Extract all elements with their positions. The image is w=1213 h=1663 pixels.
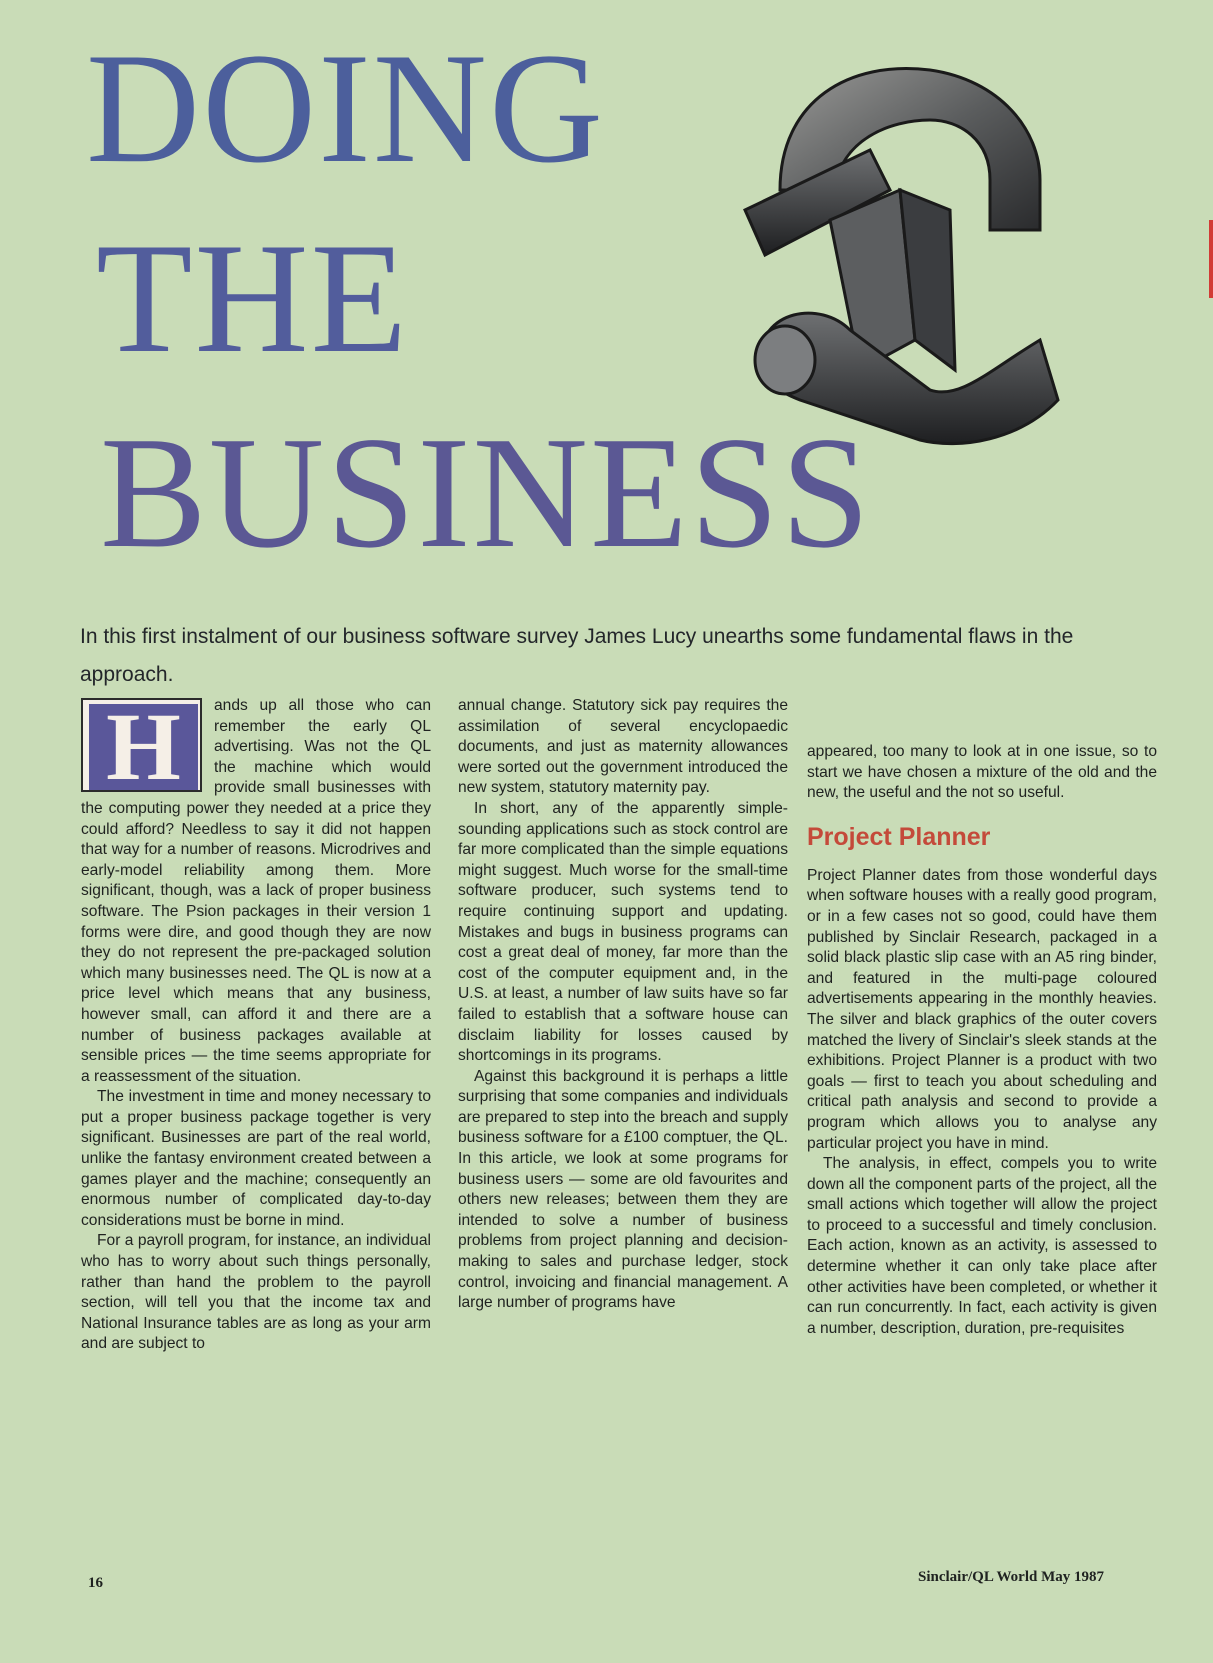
column-3-paragraph-1: appeared, too many to look at in one issue, so to start we have chosen a mixture of the old and the new, the useful and the not so useful. <box>807 743 1157 802</box>
drop-cap-letter: H <box>89 704 198 790</box>
column-3-paragraph-3: The analysis, in effect, compels you to write down all the component parts of the project, all the small actions which together will allow the project to proceed to a successful and timely conclusion. Each action, known as an activity, is assessed to determine whether it can only take place after other activities have been completed, or whether it can run concurrently. In fact, each activity is given a number, description, duration, pre-requisites <box>807 1155 1157 1337</box>
standfirst: In this first instalment of our business software survey James Lucy unearths some fundamental flaws in the approach. <box>80 625 1074 686</box>
headline-line-3: BUSINESS <box>100 403 872 581</box>
headline-line-1: DOING <box>86 21 606 196</box>
column-2-paragraph-1: annual change. Statutory sick pay requires the assimilation of several encyclopaedic documents, and just as maternity allowances were sorted out the government introduced the new system, statutory maternity pay. <box>458 697 788 797</box>
column-2 <box>458 696 788 1314</box>
column-1-paragraph-1: ands up all those who can remember the early QL advertising. Was not the QL the machine which would provide small businesses with the computing power they needed at a price they could afford? Needless to say it did not happen that way for a number of reasons. Microdrives and early-model reliability among them. More significant, though, was a lack of proper business software. The Psion packages in their version 1 forms were dire, and good though they are now they do not represent the pre-packaged solution which many businesses need. The QL is now at a price level which means that any business, however small, can afford it and there are a number of business packages available at sensible prices — the time seems appropriate for a reassessment of the situation. <box>81 697 431 1085</box>
sculpted-letter-illustration <box>740 40 1070 460</box>
column-1-paragraph-2: The investment in time and money necessary to put a proper business package together is very significant. Businesses are part of the real world, unlike the fantasy environment created between a games player and the machine; consequently an enormous number of complicated day-to-day considerations must be borne in mind. <box>81 1088 431 1229</box>
drop-cap <box>81 693 202 800</box>
column-2-paragraph-3: Against this background it is perhaps a little surprising that some companies and individuals are prepared to step into the breach and supply business software for a £100 comptuer, the QL. In this article, we look at some programs for business users — some are old favourites and others new releases; between them they are intended to solve a number of business problems from project planning and decision-making to sales and purchase ledger, stock control, invoicing and financial management. A large number of programs have <box>458 1067 788 1312</box>
section-heading: Project Planner <box>807 822 991 851</box>
page-edge-mark <box>1209 220 1213 298</box>
magazine-footer: Sinclair/QL World May 1987 <box>918 1569 1104 1585</box>
column-2-paragraph-2: In short, any of the apparently simple-sounding applications such as stock control are far more complicated than the simple equations might suggest. Much worse for the small-time software producer, such systems tend to require continuing support and updating. Mistakes and bugs in business programs can cost a great deal of money, far more than the cost of the computer equipment and, in the U.S. at least, a number of law suits have so far failed to establish that a software house can disclaim liability for losses caused by shortcomings in its programs. <box>458 799 788 1065</box>
headline-line-2: THE <box>96 211 410 386</box>
column-3 <box>807 742 1157 1339</box>
column-1 <box>81 693 431 1355</box>
column-1-paragraph-3: For a payroll program, for instance, an individual who has to worry about such things personally, rather than hand the problem to the payroll section, will tell you that the income tax and National Insurance tables are as long as your arm and are subject to <box>81 1232 431 1353</box>
column-3-paragraph-2: Project Planner dates from those wonderful days when software houses with a really good program, or in a few cases not so good, could have them published by Sinclair Research, packaged in a solid black plastic slip case with an A5 ring binder, and featured in the multi-page coloured advertisements appearing in the monthly heavies. The silver and black graphics of the outer covers matched the livery of Sinclair's sleek stands at the exhibitions. Project Planner is a product with two goals — first to teach you about scheduling and critical path analysis and second to provide a program which allows you to analyse any particular project you have in mind. <box>807 866 1157 1152</box>
page-number: 16 <box>88 1575 103 1591</box>
